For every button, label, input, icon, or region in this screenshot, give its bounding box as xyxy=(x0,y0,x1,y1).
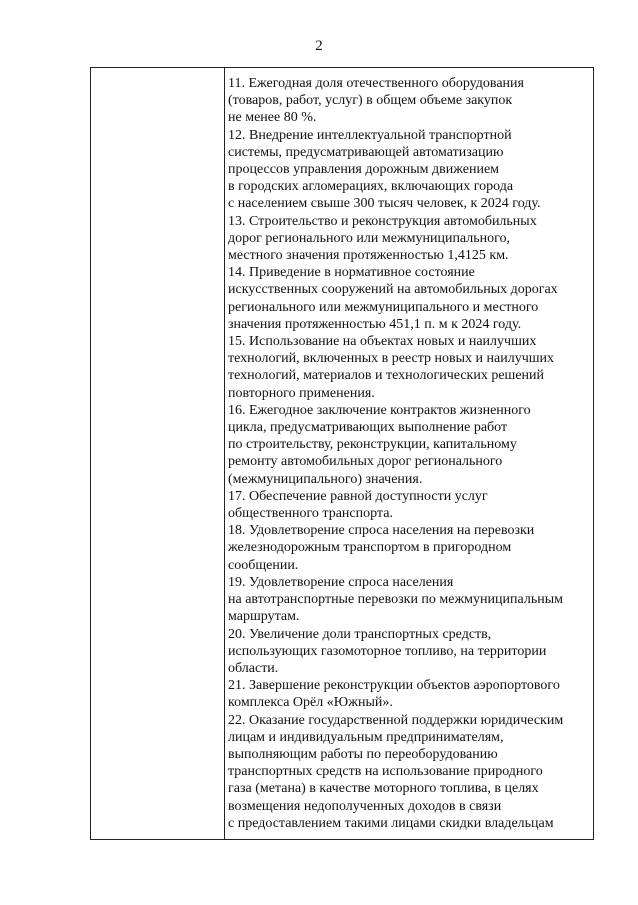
text-line: 11. Ежегодная доля отечественного оборудования xyxy=(228,76,524,91)
text-line: газа (метана) в качестве моторного топлива, в целях xyxy=(228,781,539,797)
text-line: железнодорожным транспортом в пригородном xyxy=(228,540,512,556)
table-left-cell xyxy=(91,68,225,839)
table-right-cell xyxy=(225,68,593,839)
text-line: 22. Оказание государственной поддержки юридическим xyxy=(228,712,564,728)
text-line: повторного применения. xyxy=(228,385,375,401)
text-line: дорог регионального или межмуниципального, xyxy=(228,230,511,246)
text-line: 20. Увеличение доли транспортных средств, xyxy=(228,626,492,642)
text-line: на автотранспортные перевозки по межмуниципальным xyxy=(228,592,563,608)
text-line: транспортных средств на использование природного xyxy=(228,764,543,780)
text-line: общественного транспорта. xyxy=(228,506,393,522)
text-line: в городских агломерациях, включающих города xyxy=(228,179,514,195)
text-line: 21. Завершение реконструкции объектов аэропортового xyxy=(228,678,560,694)
text-line: (межмуниципального) значения. xyxy=(228,471,423,487)
text-line: лицам и индивидуальным предпринимателям, xyxy=(228,729,504,745)
text-line: 12. Внедрение интеллектуальной транспортной xyxy=(228,127,512,143)
text-line: значения протяженностью 451,1 п. м к 2024 году. xyxy=(228,316,522,332)
text-line: 15. Использование на объектах новых и наилучших xyxy=(228,334,537,350)
text-line: системы, предусматривающей автоматизацию xyxy=(228,144,504,160)
text-line: технологий, включенных в реестр новых и наилучших xyxy=(228,351,555,367)
text-line: комплекса Орёл «Южный». xyxy=(228,695,393,711)
text-line: технологий, материалов и технологических решений xyxy=(228,368,545,384)
text-line: сообщении. xyxy=(228,557,299,573)
document-table xyxy=(90,67,594,840)
text-line: 14. Приведение в нормативное состояние xyxy=(228,265,475,281)
text-line: искусственных сооружений на автомобильных дорогах xyxy=(228,282,558,298)
text-line: 18. Удовлетворение спроса населения на перевозки xyxy=(228,523,535,539)
text-line: по строительству, реконструкции, капитальному xyxy=(228,437,517,453)
text-line: (товаров, работ, услуг) в общем объеме закупок xyxy=(228,93,513,109)
goals-text xyxy=(228,75,563,832)
text-line: использующих газомоторное топливо, на территории xyxy=(228,643,547,659)
text-line: 17. Обеспечение равной доступности услуг xyxy=(228,488,488,504)
text-line: маршрутам. xyxy=(228,609,300,625)
text-line: не менее 80 %. xyxy=(228,110,317,126)
text-line: ремонту автомобильных дорог регионального xyxy=(228,454,503,470)
text-line: местного значения протяженностью 1,4125 км. xyxy=(228,248,509,264)
text-line: 16. Ежегодное заключение контрактов жизненного xyxy=(228,402,531,418)
text-line: 13. Строительство и реконструкция автомобильных xyxy=(228,213,537,229)
page-number: 2 xyxy=(315,38,323,54)
text-line: выполняющим работы по переоборудованию xyxy=(228,746,498,762)
text-line: регионального или межмуниципального и местного xyxy=(228,299,539,315)
text-line: области. xyxy=(228,660,279,676)
text-line: возмещения недополученных доходов в связи xyxy=(228,798,502,814)
text-line: процессов управления дорожным движением xyxy=(228,162,500,178)
text-line: с предоставлением такими лицами скидки владельцам xyxy=(228,815,554,831)
text-line: 19. Удовлетворение спроса населения xyxy=(228,574,454,590)
text-line: цикла, предусматривающих выполнение работ xyxy=(228,420,508,436)
text-line: с населением свыше 300 тысяч человек, к 2024 году. xyxy=(228,196,541,212)
